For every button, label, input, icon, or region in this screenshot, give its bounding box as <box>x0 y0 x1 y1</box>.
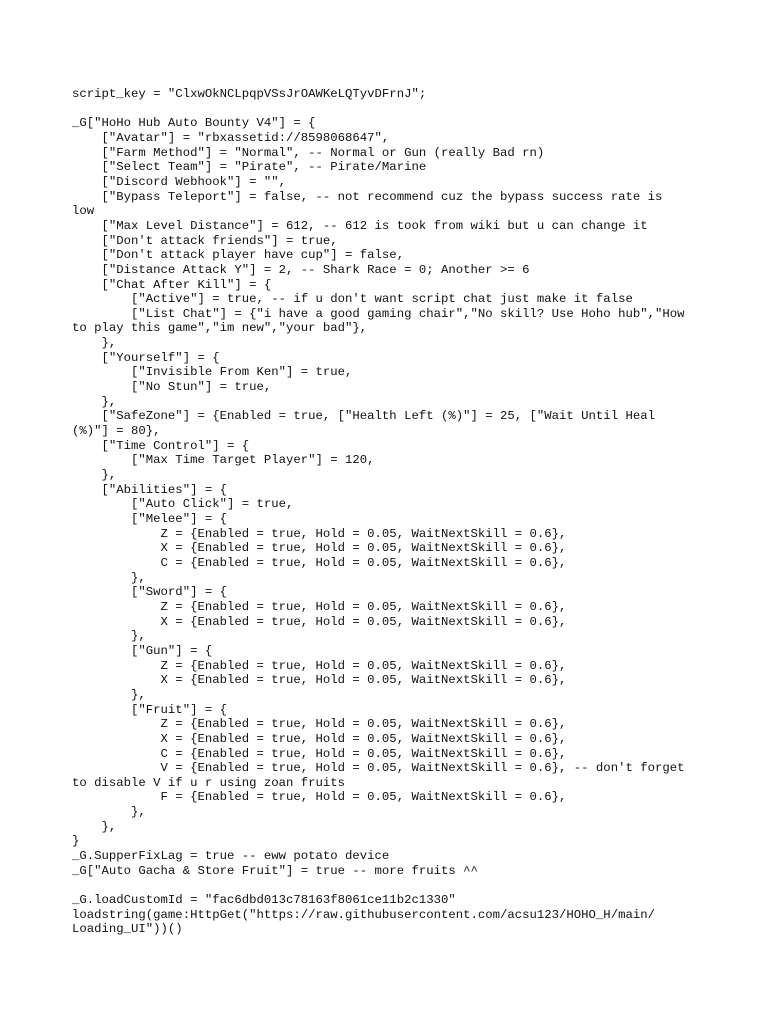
code-line: ["No Stun"] = true, <box>72 380 272 395</box>
code-line: ["Sword"] = { <box>72 585 227 600</box>
code-line: to play this game","im new","your bad"}, <box>72 321 368 336</box>
code-line: ["Invisible From Ken"] = true, <box>72 365 353 380</box>
code-line: ["Melee"] = { <box>72 512 227 527</box>
code-line: ["Yourself"] = { <box>72 350 220 365</box>
code-line: } <box>72 834 80 849</box>
code-line: C = {Enabled = true, Hold = 0.05, WaitNextSkill = 0.6}, <box>72 746 567 761</box>
code-line: ["Gun"] = { <box>72 643 213 658</box>
code-line: ["List Chat"] = {"i have a good gaming chair","No skill? Use Hoho hub","How <box>72 306 685 321</box>
code-line: ["Distance Attack Y"] = 2, -- Shark Race = 0; Another >= 6 <box>72 262 530 277</box>
code-line: ["Bypass Teleport"] = false, -- not recommend cuz the bypass success rate is <box>72 189 663 204</box>
code-line: F = {Enabled = true, Hold = 0.05, WaitNextSkill = 0.6}, <box>72 790 567 805</box>
code-line: }, <box>72 687 146 702</box>
code-line <box>72 102 702 117</box>
code-line: ["Max Level Distance"] = 612, -- 612 is took from wiki but u can change it <box>72 218 648 233</box>
code-line: ["Time Control"] = { <box>72 438 250 453</box>
code-line: loadstring(game:HttpGet("https://raw.githubusercontent.com/acsu123/HOHO_H/main/ <box>72 907 655 922</box>
code-line: }, <box>72 805 146 820</box>
code-line: }, <box>72 336 117 351</box>
code-line: Z = {Enabled = true, Hold = 0.05, WaitNextSkill = 0.6}, <box>72 526 567 541</box>
code-line: ["Avatar"] = "rbxassetid://8598068647", <box>72 130 390 145</box>
code-line: ["Select Team"] = "Pirate", -- Pirate/Marine <box>72 160 427 175</box>
code-line: }, <box>72 570 146 585</box>
code-line: (%)"] = 80}, <box>72 424 161 439</box>
code-line: Z = {Enabled = true, Hold = 0.05, WaitNextSkill = 0.6}, <box>72 599 567 614</box>
code-line: V = {Enabled = true, Hold = 0.05, WaitNextSkill = 0.6}, -- don't forget <box>72 761 685 776</box>
code-line: ["Chat After Kill"] = { <box>72 277 272 292</box>
code-line: _G["HoHo Hub Auto Bounty V4"] = { <box>72 116 316 131</box>
code-block <box>72 87 702 937</box>
code-line: ["Auto Click"] = true, <box>72 497 294 512</box>
code-line: Z = {Enabled = true, Hold = 0.05, WaitNextSkill = 0.6}, <box>72 658 567 673</box>
code-line: ["Abilities"] = { <box>72 482 227 497</box>
code-line: low <box>72 204 95 219</box>
code-line: X = {Enabled = true, Hold = 0.05, WaitNextSkill = 0.6}, <box>72 731 567 746</box>
code-line: X = {Enabled = true, Hold = 0.05, WaitNextSkill = 0.6}, <box>72 673 567 688</box>
code-line: X = {Enabled = true, Hold = 0.05, WaitNextSkill = 0.6}, <box>72 614 567 629</box>
code-line: to disable V if u r using zoan fruits <box>72 775 346 790</box>
code-line: ["Farm Method"] = "Normal", -- Normal or Gun (really Bad rn) <box>72 145 545 160</box>
code-line: C = {Enabled = true, Hold = 0.05, WaitNextSkill = 0.6}, <box>72 555 567 570</box>
code-line: Loading_UI"))() <box>72 922 183 937</box>
code-line: ["Don't attack player have cup"] = false, <box>72 248 405 263</box>
code-line: ["SafeZone"] = {Enabled = true, ["Health Left (%)"] = 25, ["Wait Until Heal <box>72 409 655 424</box>
code-line: _G["Auto Gacha & Store Fruit"] = true -- more fruits ^^ <box>72 863 478 878</box>
code-line: ["Don't attack friends"] = true, <box>72 233 338 248</box>
code-line <box>72 878 702 893</box>
code-line: }, <box>72 394 117 409</box>
code-line: }, <box>72 819 117 834</box>
code-line: ["Fruit"] = { <box>72 702 227 717</box>
code-line: _G.loadCustomId = "fac6dbd013c78163f8061ce11b2c1330" <box>72 893 456 908</box>
code-line: }, <box>72 468 117 483</box>
code-line: Z = {Enabled = true, Hold = 0.05, WaitNextSkill = 0.6}, <box>72 717 567 732</box>
code-line: _G.SupperFixLag = true -- eww potato device <box>72 849 390 864</box>
code-line: ["Active"] = true, -- if u don't want script chat just make it false <box>72 292 633 307</box>
code-line: ["Discord Webhook"] = "", <box>72 174 287 189</box>
code-line: X = {Enabled = true, Hold = 0.05, WaitNextSkill = 0.6}, <box>72 541 567 556</box>
code-line: script_key = "ClxwOkNCLpqpVSsJrOAWKeLQTyvDFrnJ"; <box>72 87 427 101</box>
code-line: ["Max Time Target Player"] = 120, <box>72 453 375 468</box>
code-line: }, <box>72 629 146 644</box>
